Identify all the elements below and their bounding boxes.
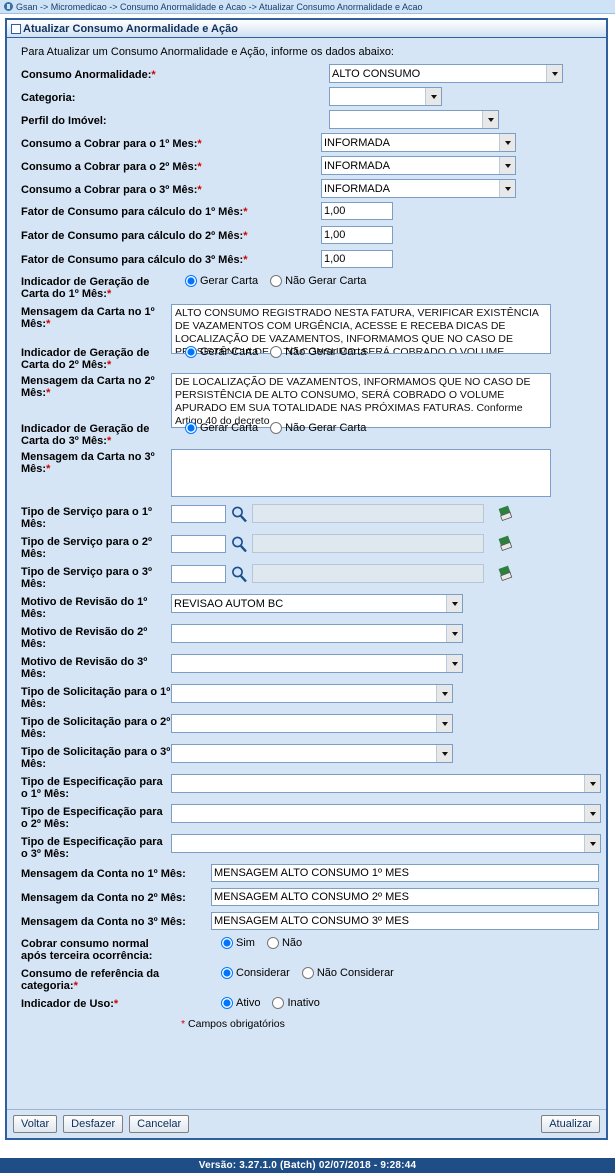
label-cobrar-3: Consumo a Cobrar para o 3º Mês:* xyxy=(21,183,202,196)
select-cobrar-3[interactable] xyxy=(321,179,516,198)
radio-input-indicador-uso-yes[interactable] xyxy=(221,997,233,1009)
field-tipo-especificacao-3 xyxy=(21,834,598,860)
select-perfil-imovel[interactable] xyxy=(329,110,499,129)
control-ind-carta-1 xyxy=(171,274,598,287)
form-panel xyxy=(5,18,608,1140)
field-ind-carta-1 xyxy=(21,274,598,300)
control-fator-3 xyxy=(321,250,598,268)
control-msg-carta-3 xyxy=(171,449,598,500)
input-fator-2[interactable] xyxy=(321,226,393,244)
eraser-icon[interactable] xyxy=(498,565,514,583)
field-msg-carta-3 xyxy=(21,449,598,500)
radio-label-consumo-referencia-no: Não Considerar xyxy=(316,967,394,979)
voltar-button[interactable]: Voltar xyxy=(13,1115,57,1133)
select-tipo-solicitacao-3[interactable] xyxy=(171,744,453,763)
field-tipo-servico-2 xyxy=(21,534,598,560)
control-cobrar-2 xyxy=(321,156,598,175)
field-ind-carta-3 xyxy=(21,421,598,447)
select-wrap-tipo-solicitacao-2 xyxy=(171,714,453,733)
select-motivo-revisao-1[interactable] xyxy=(171,594,463,613)
select-tipo-especificacao-1[interactable] xyxy=(171,774,601,793)
intro-text: Para Atualizar um Consumo Anormalidade e Ação, informe os dados abaixo: xyxy=(21,46,394,58)
radio-label-indicador-uso-no: Inativo xyxy=(287,997,320,1009)
select-wrap-tipo-solicitacao-3 xyxy=(171,744,453,763)
select-tipo-especificacao-3[interactable] xyxy=(171,834,601,853)
control-perfil-imovel xyxy=(171,110,598,129)
radio-input-ind-carta-2-no[interactable] xyxy=(270,346,282,358)
input-msg-conta-2[interactable] xyxy=(211,888,599,906)
radio-label-ind-carta-3-yes: Gerar Carta xyxy=(200,422,259,434)
label-tipo-servico-2: Tipo de Serviço para o 2º Mês: xyxy=(21,536,152,560)
label-tipo-solicitacao-1: Tipo de Solicitação para o 1º Mês: xyxy=(21,686,171,710)
label-cobrar-normal: Cobrar consumo normal após terceira ocorrência: xyxy=(21,938,153,962)
radio-ind-carta-1-yes[interactable] xyxy=(185,275,258,287)
cancelar-button[interactable]: Cancelar xyxy=(129,1115,189,1133)
control-cobrar-normal xyxy=(171,936,598,949)
field-fator-2 xyxy=(21,226,598,244)
select-motivo-revisao-2[interactable] xyxy=(171,624,463,643)
field-tipo-servico-3 xyxy=(21,564,598,590)
control-tipo-servico-3 xyxy=(171,564,598,583)
label-tipo-servico-3: Tipo de Serviço para o 3º Mês: xyxy=(21,566,152,590)
label-perfil-imovel: Perfil do Imóvel: xyxy=(21,114,107,127)
field-consumo-referencia xyxy=(21,966,598,992)
control-msg-conta-2 xyxy=(211,888,599,906)
label-msg-conta-2: Mensagem da Conta no 2º Mês: xyxy=(21,892,186,904)
control-motivo-revisao-1 xyxy=(171,594,598,613)
control-cobrar-1 xyxy=(321,133,598,152)
input-fator-3[interactable] xyxy=(321,250,393,268)
label-ind-carta-1: Indicador de Geração de Carta do 1º Mês:* xyxy=(21,276,150,300)
field-tipo-solicitacao-1 xyxy=(21,684,598,710)
input-msg-conta-1[interactable] xyxy=(211,864,599,882)
control-msg-conta-1 xyxy=(211,864,599,882)
radio-label-consumo-referencia-yes: Considerar xyxy=(236,967,290,979)
label-cobrar-2: Consumo a Cobrar para o 2º Mês:* xyxy=(21,160,202,173)
radio-label-ind-carta-2-no: Não Gerar Carta xyxy=(285,346,367,358)
control-ind-carta-3 xyxy=(171,421,598,434)
footer-toolbar xyxy=(7,1109,606,1138)
search-icon[interactable] xyxy=(230,565,248,583)
control-motivo-revisao-3 xyxy=(171,654,598,673)
search-icon[interactable] xyxy=(230,505,248,523)
field-motivo-revisao-3 xyxy=(21,654,598,680)
select-cobrar-2[interactable] xyxy=(321,156,516,175)
input-fator-1[interactable] xyxy=(321,202,393,220)
control-ind-carta-2 xyxy=(171,345,598,358)
radio-input-ind-carta-3-no[interactable] xyxy=(270,422,282,434)
control-tipo-solicitacao-2 xyxy=(171,714,598,733)
breadcrumb xyxy=(0,0,615,14)
field-consumo-anormalidade xyxy=(21,64,598,83)
radio-ind-carta-3-no[interactable] xyxy=(270,422,366,434)
select-wrap-motivo-revisao-2 xyxy=(171,624,463,643)
label-motivo-revisao-2: Motivo de Revisão do 2º Mês: xyxy=(21,626,148,650)
radio-label-ind-carta-1-no: Não Gerar Carta xyxy=(285,275,367,287)
field-cobrar-3 xyxy=(21,179,598,198)
radio-input-ind-carta-1-yes[interactable] xyxy=(185,275,197,287)
label-msg-carta-1: Mensagem da Carta no 1º Mês:* xyxy=(21,306,155,330)
field-motivo-revisao-1 xyxy=(21,594,598,620)
input-tipo-servico-1-code[interactable] xyxy=(171,505,226,523)
label-ind-carta-3: Indicador de Geração de Carta do 3º Mês:* xyxy=(21,423,150,447)
input-msg-conta-3[interactable] xyxy=(211,912,599,930)
field-cobrar-normal xyxy=(21,936,598,962)
label-msg-conta-1: Mensagem da Conta no 1º Mês: xyxy=(21,868,186,880)
control-tipo-especificacao-2 xyxy=(171,804,601,823)
radio-indicador-uso-no[interactable] xyxy=(272,997,319,1009)
field-cobrar-2 xyxy=(21,156,598,175)
radio-ind-carta-1-no[interactable] xyxy=(270,275,366,287)
label-tipo-especificacao-2: Tipo de Especificação para o 2º Mês: xyxy=(21,806,163,830)
atualizar-button[interactable]: Atualizar xyxy=(541,1115,600,1133)
field-perfil-imovel xyxy=(21,110,598,129)
input-tipo-servico-3-code[interactable] xyxy=(171,565,226,583)
radio-indicador-uso-yes[interactable] xyxy=(221,997,260,1009)
search-icon[interactable] xyxy=(230,535,248,553)
panel-title-text: Atualizar Consumo Anormalidade e Ação xyxy=(23,22,238,35)
select-wrap-motivo-revisao-1 xyxy=(171,594,463,613)
control-tipo-especificacao-1 xyxy=(171,774,601,793)
field-tipo-especificacao-1 xyxy=(21,774,598,800)
breadcrumb-text: Gsan -> Micromedicao -> Consumo Anormalidade e Acao -> Atualizar Consumo Anormalidade e Acao xyxy=(16,1,423,12)
label-tipo-especificacao-3: Tipo de Especificação para o 3º Mês: xyxy=(21,836,163,860)
control-tipo-servico-1 xyxy=(171,504,598,523)
select-wrap-cobrar-1 xyxy=(321,133,516,152)
textarea-msg-carta-3[interactable] xyxy=(171,449,551,497)
field-tipo-especificacao-2 xyxy=(21,804,598,830)
control-tipo-solicitacao-3 xyxy=(171,744,598,763)
select-wrap-tipo-especificacao-3 xyxy=(171,834,601,853)
label-tipo-especificacao-1: Tipo de Especificação para o 1º Mês: xyxy=(21,776,163,800)
field-motivo-revisao-2 xyxy=(21,624,598,650)
radio-label-ind-carta-2-yes: Gerar Carta xyxy=(200,346,259,358)
radio-input-cobrar-normal-yes[interactable] xyxy=(221,937,233,949)
select-wrap-cobrar-3 xyxy=(321,179,516,198)
select-wrap-cobrar-2 xyxy=(321,156,516,175)
radio-label-cobrar-normal-yes: Sim xyxy=(236,937,255,949)
label-msg-carta-2: Mensagem da Carta no 2º Mês:* xyxy=(21,375,155,399)
label-fator-2: Fator de Consumo para cálculo do 2º Mês:* xyxy=(21,230,248,242)
field-fator-1 xyxy=(21,202,598,220)
label-ind-carta-2: Indicador de Geração de Carta do 2º Mês:* xyxy=(21,347,150,371)
status-bar: Versão: 3.27.1.0 (Batch) 02/07/2018 - 9:28:44 xyxy=(0,1158,615,1173)
text-tipo-servico-3-desc xyxy=(252,564,484,583)
field-msg-conta-2 xyxy=(21,888,598,906)
select-tipo-especificacao-2[interactable] xyxy=(171,804,601,823)
radio-cobrar-normal-yes[interactable] xyxy=(221,937,255,949)
radio-consumo-referencia-no[interactable] xyxy=(302,967,394,979)
label-tipo-servico-1: Tipo de Serviço para o 1º Mês: xyxy=(21,506,152,530)
select-wrap-consumo-anormalidade xyxy=(329,64,563,83)
field-categoria xyxy=(21,87,598,106)
control-tipo-solicitacao-1 xyxy=(171,684,598,703)
field-cobrar-1 xyxy=(21,133,598,152)
radio-input-consumo-referencia-yes[interactable] xyxy=(221,967,233,979)
eraser-icon[interactable] xyxy=(498,505,514,523)
radio-input-cobrar-normal-no[interactable] xyxy=(267,937,279,949)
radio-ind-carta-2-no[interactable] xyxy=(270,346,366,358)
label-fator-1: Fator de Consumo para cálculo do 1º Mês:* xyxy=(21,206,248,218)
form-body xyxy=(7,64,606,1030)
select-wrap-tipo-especificacao-1 xyxy=(171,774,601,793)
control-fator-1 xyxy=(321,202,598,220)
field-msg-conta-3 xyxy=(21,912,598,930)
mandatory-note: * Campos obrigatórios xyxy=(181,1018,285,1030)
field-tipo-solicitacao-3 xyxy=(21,744,598,770)
text-tipo-servico-2-desc xyxy=(252,534,484,553)
control-motivo-revisao-2 xyxy=(171,624,598,643)
radio-ind-carta-3-yes[interactable] xyxy=(185,422,258,434)
label-consumo-referencia: Consumo de referência da categoria:* xyxy=(21,968,160,992)
field-msg-conta-1 xyxy=(21,864,598,882)
select-wrap-motivo-revisao-3 xyxy=(171,654,463,673)
select-categoria[interactable] xyxy=(329,87,442,106)
input-tipo-servico-2-code[interactable] xyxy=(171,535,226,553)
label-tipo-solicitacao-2: Tipo de Solicitação para o 2º Mês: xyxy=(21,716,171,740)
label-tipo-solicitacao-3: Tipo de Solicitação para o 3º Mês: xyxy=(21,746,171,770)
control-msg-conta-3 xyxy=(211,912,599,930)
label-motivo-revisao-1: Motivo de Revisão do 1º Mês: xyxy=(21,596,148,620)
select-consumo-anormalidade[interactable] xyxy=(329,64,563,83)
control-tipo-especificacao-3 xyxy=(171,834,601,853)
radio-input-ind-carta-1-no[interactable] xyxy=(270,275,282,287)
control-tipo-servico-2 xyxy=(171,534,598,553)
radio-consumo-referencia-yes[interactable] xyxy=(221,967,290,979)
textarea-msg-carta-2[interactable] xyxy=(171,373,551,428)
radio-label-ind-carta-1-yes: Gerar Carta xyxy=(200,275,259,287)
select-tipo-solicitacao-2[interactable] xyxy=(171,714,453,733)
radio-input-ind-carta-2-yes[interactable] xyxy=(185,346,197,358)
field-fator-3 xyxy=(21,250,598,268)
radio-label-ind-carta-3-no: Não Gerar Carta xyxy=(285,422,367,434)
control-cobrar-3 xyxy=(321,179,598,198)
select-cobrar-1[interactable] xyxy=(321,133,516,152)
field-ind-carta-2 xyxy=(21,345,598,371)
control-fator-2 xyxy=(321,226,598,244)
select-wrap-tipo-especificacao-2 xyxy=(171,804,601,823)
select-tipo-solicitacao-1[interactable] xyxy=(171,684,453,703)
field-indicador-uso xyxy=(21,996,598,1014)
control-categoria xyxy=(171,87,598,106)
radio-label-indicador-uso-yes: Ativo xyxy=(236,997,261,1009)
text-tipo-servico-1-desc xyxy=(252,504,484,523)
label-consumo-anormalidade: Consumo Anormalidade:* xyxy=(21,68,156,81)
radio-input-consumo-referencia-no[interactable] xyxy=(302,967,314,979)
desfazer-button[interactable]: Desfazer xyxy=(63,1115,123,1133)
control-indicador-uso xyxy=(171,996,598,1009)
label-categoria: Categoria: xyxy=(21,91,76,104)
label-msg-carta-3: Mensagem da Carta no 3º Mês:* xyxy=(21,451,155,475)
control-consumo-referencia xyxy=(171,966,598,979)
select-motivo-revisao-3[interactable] xyxy=(171,654,463,673)
globe-icon xyxy=(4,2,13,11)
label-msg-conta-3: Mensagem da Conta no 3º Mês: xyxy=(21,916,186,928)
label-fator-3: Fator de Consumo para cálculo do 3º Mês:* xyxy=(21,254,248,266)
radio-label-cobrar-normal-no: Não xyxy=(281,937,303,949)
control-consumo-anormalidade xyxy=(171,64,598,83)
select-wrap-tipo-solicitacao-1 xyxy=(171,684,453,703)
eraser-icon[interactable] xyxy=(498,535,514,553)
panel-title xyxy=(7,20,606,38)
field-tipo-solicitacao-2 xyxy=(21,714,598,740)
select-wrap-categoria xyxy=(329,87,442,106)
radio-label-indicador-uso-no-input[interactable] xyxy=(272,997,284,1009)
radio-input-ind-carta-3-yes[interactable] xyxy=(185,422,197,434)
radio-ind-carta-2-yes[interactable] xyxy=(185,346,258,358)
select-wrap-perfil-imovel xyxy=(329,110,499,129)
label-indicador-uso: Indicador de Uso:* xyxy=(21,998,119,1010)
field-tipo-servico-1 xyxy=(21,504,598,530)
label-motivo-revisao-3: Motivo de Revisão do 3º Mês: xyxy=(21,656,148,680)
radio-cobrar-normal-no[interactable] xyxy=(267,937,302,949)
window-icon xyxy=(11,24,21,34)
label-cobrar-1: Consumo a Cobrar para o 1º Mes:* xyxy=(21,137,202,150)
